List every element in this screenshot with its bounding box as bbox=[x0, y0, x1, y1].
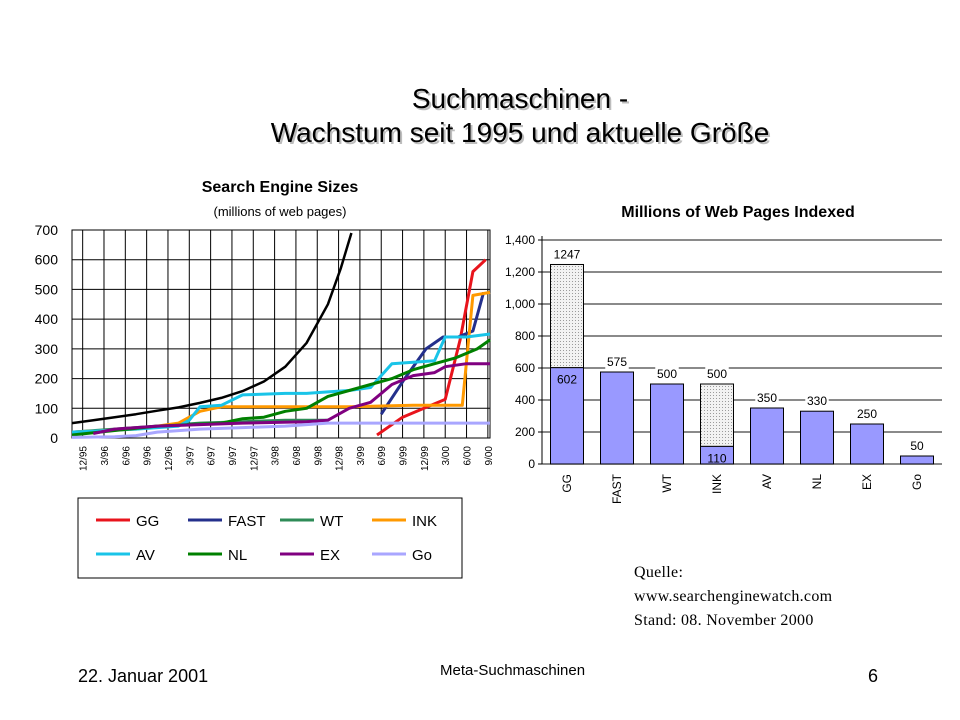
source-note bbox=[634, 561, 832, 633]
right-y-tick-label: 600 bbox=[514, 361, 535, 375]
left-y-tick-label: 0 bbox=[50, 430, 58, 446]
source-label: Quelle: bbox=[634, 564, 684, 581]
bar-value-label-ink: 500 bbox=[706, 367, 728, 381]
source-date: Stand: 08. November 2000 bbox=[634, 612, 814, 629]
left-y-tick-label: 500 bbox=[34, 281, 58, 298]
left-x-tick-label: 3/97 bbox=[185, 446, 197, 466]
right-y-tick-label: 0 bbox=[528, 457, 535, 471]
right-chart-title: Millions of Web Pages Indexed bbox=[621, 204, 855, 221]
legend-label-ex: EX bbox=[320, 547, 341, 564]
left-y-tick-label: 600 bbox=[34, 251, 58, 268]
left-chart-title: Search Engine Sizes bbox=[201, 179, 359, 196]
left-x-tick-label: 6/99 bbox=[377, 446, 389, 466]
bar-extension-gg bbox=[551, 264, 584, 367]
left-x-tick-label: 3/96 bbox=[99, 446, 111, 466]
right-x-tick-label-fast: FAST bbox=[610, 474, 624, 505]
right-x-tick-label-ex: EX bbox=[860, 474, 874, 491]
right-x-tick-label-av: AV bbox=[760, 474, 774, 490]
right-x-tick-label-go: Go bbox=[910, 474, 924, 491]
footer-center: Meta-Suchmaschinen bbox=[440, 662, 586, 679]
left-x-tick-label: 6/98 bbox=[291, 446, 303, 466]
left-x-tick-label: 3/98 bbox=[270, 446, 282, 466]
left-legend-box bbox=[78, 498, 462, 578]
right-y-tick-label: 1,400 bbox=[504, 233, 535, 247]
left-x-tick-label: 9/99 bbox=[398, 446, 410, 466]
bar-value-label-gg: 1247 bbox=[553, 247, 581, 262]
left-y-tick-label: 100 bbox=[34, 400, 58, 417]
left-x-tick-label: 12/95 bbox=[78, 446, 90, 472]
bar-value-label-av: 350 bbox=[756, 391, 778, 405]
left-x-tick-label: 6/00 bbox=[462, 446, 474, 466]
web-pages-indexed-chart bbox=[500, 188, 950, 518]
bar-extension-ink bbox=[701, 384, 734, 446]
right-x-tick-label-wt: WT bbox=[660, 474, 674, 493]
right-y-tick-label: 1,200 bbox=[504, 265, 535, 279]
left-x-tick-label: 9/98 bbox=[313, 446, 325, 466]
left-x-tick-label: 9/96 bbox=[142, 446, 154, 466]
right-x-tick-label-nl: NL bbox=[810, 474, 824, 490]
bar-ex bbox=[851, 424, 884, 464]
search-engine-sizes-chart bbox=[0, 172, 500, 582]
slide-title bbox=[200, 82, 840, 150]
left-x-tick-label: 9/00 bbox=[483, 446, 495, 466]
right-x-tick-label-ink: INK bbox=[710, 474, 724, 495]
left-x-tick-label: 12/98 bbox=[334, 446, 346, 472]
bar-nl bbox=[801, 411, 834, 464]
footer-date: 22. Januar 2001 bbox=[78, 666, 209, 686]
source-url: www.searchenginewatch.com bbox=[634, 588, 833, 605]
right-y-tick-label: 1,000 bbox=[504, 297, 535, 311]
left-y-tick-label: 300 bbox=[34, 340, 58, 357]
bar-fast bbox=[601, 372, 634, 464]
right-x-tick-label-gg: GG bbox=[560, 474, 574, 493]
title-line-1: Suchmaschinen - bbox=[411, 83, 629, 114]
left-x-tick-label: 12/97 bbox=[249, 446, 261, 472]
page-number: 6 bbox=[868, 666, 879, 686]
left-x-tick-label: 12/99 bbox=[419, 446, 431, 472]
legend-label-fast: FAST bbox=[228, 513, 266, 530]
title-line-2: Wachstum seit 1995 und aktuelle Größe bbox=[270, 117, 770, 148]
left-y-tick-label: 400 bbox=[34, 311, 58, 328]
left-x-tick-label: 6/96 bbox=[121, 446, 133, 466]
bar-inner-label-ink: 110 bbox=[707, 451, 727, 466]
bar-av bbox=[751, 408, 784, 464]
bar-go bbox=[901, 456, 934, 464]
right-y-tick-label: 800 bbox=[514, 329, 535, 343]
bar-value-label-fast: 575 bbox=[606, 355, 628, 369]
legend-label-gg: GG bbox=[136, 513, 160, 530]
left-chart-subtitle: (millions of web pages) bbox=[213, 204, 347, 219]
legend-label-ink: INK bbox=[412, 513, 438, 530]
left-x-tick-label: 3/99 bbox=[355, 446, 367, 466]
bar-value-label-nl: 330 bbox=[806, 394, 828, 409]
left-x-tick-label: 12/96 bbox=[163, 446, 175, 472]
legend-label-go: Go bbox=[412, 547, 433, 564]
left-y-tick-label: 700 bbox=[34, 222, 58, 238]
bar-value-label-wt: 500 bbox=[656, 367, 678, 381]
bar-value-label-ex: 250 bbox=[856, 407, 878, 421]
right-y-tick-label: 400 bbox=[514, 393, 535, 407]
bar-value-label-go: 50 bbox=[910, 439, 924, 453]
left-y-tick-label: 200 bbox=[34, 370, 58, 387]
bar-wt bbox=[651, 384, 684, 464]
left-x-tick-label: 6/97 bbox=[206, 446, 218, 466]
left-x-tick-label: 9/97 bbox=[227, 446, 239, 466]
bar-inner-label-gg: 602 bbox=[556, 372, 578, 387]
left-x-tick-label: 3/00 bbox=[441, 446, 453, 466]
right-y-tick-label: 200 bbox=[514, 425, 535, 439]
legend-label-av: AV bbox=[136, 547, 155, 564]
legend-label-wt: WT bbox=[320, 513, 344, 530]
legend-label-nl: NL bbox=[228, 547, 248, 564]
